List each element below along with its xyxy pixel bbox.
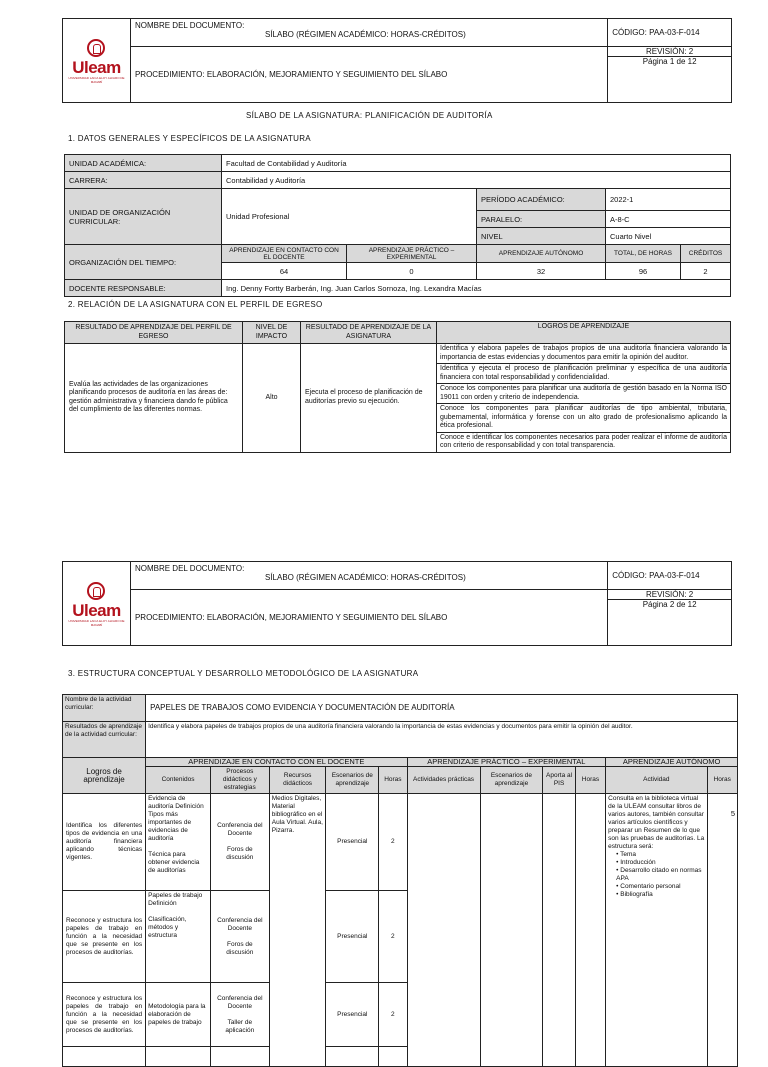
label-unidad-organizacion: UNIDAD DE ORGANIZACIÓN CURRICULAR: bbox=[65, 189, 222, 245]
page-number: Página 1 de 12 bbox=[608, 57, 732, 103]
value-periodo: 2022-1 bbox=[606, 189, 731, 211]
value-carrera: Contabilidad y Auditoría bbox=[222, 172, 731, 189]
main-title: SÍLABO DE LA ASIGNATURA: PLANIFICACIÓN DE AUDITORÍA bbox=[246, 111, 493, 120]
h-recursos: Recursos didácticos bbox=[269, 767, 326, 794]
practico-aporta bbox=[543, 794, 575, 1067]
doc-name-cell: NOMBRE DEL DOCUMENTO: SÍLABO (RÉGIMEN ACADÉMICO: HORAS-CRÉDITOS) bbox=[130, 562, 607, 590]
val-practico: 0 bbox=[347, 263, 477, 280]
resultado-perfil: Evalúa las actividades de las organizaciones planificando procesos de auditoría en las áreas de: gestión administrativa y financiera dando fe pública del cumplimiento de las diferentes normas. bbox=[65, 344, 243, 453]
col-total: TOTAL, DE HORAS bbox=[606, 245, 681, 263]
row-logro: Reconoce y estructura los papeles de trabajo en función a la necesidad que se presente en los procesos de auditorías. bbox=[63, 983, 146, 1047]
autonomo-list bbox=[608, 851, 704, 899]
row-contenido: Evidencia de auditoría Definición Tipos más importantes de evidencias de auditoría Técnica para obtener evidencia de auditorías bbox=[146, 794, 211, 891]
label-resultados-actividad: Resultados de aprendizaje de la actividad curricular: bbox=[63, 722, 146, 758]
practico-horas bbox=[575, 794, 605, 1067]
university-seal-icon bbox=[87, 39, 105, 57]
h-horas: Horas bbox=[379, 767, 407, 794]
g-autonomo: APRENDIZAJE AUTÓNOMO bbox=[606, 758, 738, 767]
nivel-impacto: Alto bbox=[243, 344, 301, 453]
doc-revision: REVISIÓN: 2 bbox=[608, 590, 732, 600]
h-procesos: Procesos didácticos y estrategias bbox=[210, 767, 269, 794]
section1-title: 1. DATOS GENERALES Y ESPECÍFICOS DE LA ASIGNATURA bbox=[68, 134, 311, 143]
document-header-1 bbox=[62, 18, 732, 103]
resultado-asignatura: Ejecuta el proceso de planificación de auditorías previo su ejecución. bbox=[301, 344, 437, 453]
university-seal-icon bbox=[87, 582, 105, 600]
value-resultados-actividad: Identifica y elabora papeles de trabajos propios de una auditoría financiera valorando la importancia de estas evidencias y documentos para emitir la opinión del auditor. bbox=[146, 722, 738, 758]
doc-name-cell: NOMBRE DEL DOCUMENTO: SÍLABO (RÉGIMEN ACADÉMICO: HORAS-CRÉDITOS) bbox=[130, 19, 607, 47]
label-paralelo: PARALELO: bbox=[477, 211, 606, 228]
logro-item: Identifica y elabora papeles de trabajos propios de una auditoría financiera valorando la importancia de estas evidencias y documentos para emitir la opinión del auditor. bbox=[437, 344, 731, 364]
row-escenario: Presencial bbox=[326, 983, 379, 1047]
h-escenarios-practico: Escenarios de aprendizaje bbox=[480, 767, 543, 794]
logro-item: Conoce los componentes para planificar auditorías de tipo ambiental, tributaria, gubernamental, informática y forense con un alto grado de profesionalismo aplicando la ética profesional. bbox=[437, 404, 731, 433]
row-horas: 2 bbox=[379, 983, 407, 1047]
label-carrera: CARRERA: bbox=[65, 172, 222, 189]
row-escenario: Presencial bbox=[326, 891, 379, 983]
table-row bbox=[63, 794, 738, 891]
label-docente: DOCENTE RESPONSABLE: bbox=[65, 280, 222, 297]
g-practico: APRENDIZAJE PRÁCTICO – EXPERIMENTAL bbox=[407, 758, 606, 767]
val-contacto: 64 bbox=[222, 263, 347, 280]
h-nivel-impacto: NIVEL DE IMPACTO bbox=[243, 322, 301, 344]
label-nombre-actividad: Nombre de la actividad curricular: bbox=[63, 695, 146, 722]
h-actividades: Actividades prácticas bbox=[407, 767, 480, 794]
val-creditos: 2 bbox=[681, 263, 731, 280]
value-unidad-organizacion: Unidad Profesional bbox=[222, 189, 477, 245]
h-horas-autonomo: Horas bbox=[707, 767, 738, 794]
practico-actividades bbox=[407, 794, 480, 1067]
row-contenido: Papeles de trabajo Definición Clasificación, métodos y estructura bbox=[146, 891, 211, 983]
h-horas-practico: Horas bbox=[575, 767, 605, 794]
university-logo: Uleam UNIVERSIDAD LAICA ELOY ALFARO DE MANABÍ bbox=[63, 19, 131, 103]
label-org-tiempo: ORGANIZACIÓN DEL TIEMPO: bbox=[65, 245, 222, 280]
list-item: • Desarrollo citado en normas APA bbox=[616, 867, 704, 883]
label-periodo: PERÍODO ACADÉMICO: bbox=[477, 189, 606, 211]
row-logro: Identifica los diferentes tipos de evidencia en una auditoría financiera aplicando técnicas vigentes. bbox=[63, 794, 146, 891]
row-contenido bbox=[146, 1047, 211, 1067]
doc-code: CÓDIGO: PAA-03-F-014 bbox=[608, 19, 732, 47]
col-autonomo: APRENDIZAJE AUTÓNOMO bbox=[477, 245, 606, 263]
general-data-table bbox=[64, 154, 731, 297]
row-contenido: Metodología para la elaboración de papeles de trabajo bbox=[146, 983, 211, 1047]
h-contenidos: Contenidos bbox=[146, 767, 211, 794]
section2-title: 2. RELACIÓN DE LA ASIGNATURA CON EL PERFIL DE EGRESO bbox=[68, 300, 323, 309]
doc-code: CÓDIGO: PAA-03-F-014 bbox=[608, 562, 732, 590]
row-horas: 2 bbox=[379, 891, 407, 983]
row-horas: 2 bbox=[379, 794, 407, 891]
logro-item: Conoce e identificar los componentes necesarios para poder realizar el informe de auditoría con criterio de responsabilidad y con total transparencia. bbox=[437, 432, 731, 452]
label-nivel: NIVEL bbox=[477, 228, 606, 245]
practico-escenarios bbox=[480, 794, 543, 1067]
profile-relation-table bbox=[64, 321, 731, 453]
col-creditos: CRÉDITOS bbox=[681, 245, 731, 263]
value-nombre-actividad: PAPELES DE TRABAJOS COMO EVIDENCIA Y DOCUMENTACIÓN DE AUDITORÍA bbox=[146, 695, 738, 722]
value-unidad-academica: Facultad de Contabilidad y Auditoría bbox=[222, 155, 731, 172]
h-logros: LOGROS DE APRENDIZAJE bbox=[437, 322, 731, 344]
h-escenarios: Escenarios de aprendizaje bbox=[326, 767, 379, 794]
val-autonomo: 32 bbox=[477, 263, 606, 280]
document-header-2 bbox=[62, 561, 732, 646]
h-logros-aprendizaje: Logros de aprendizaje bbox=[63, 758, 146, 794]
label-unidad-academica: UNIDAD ACADÉMICA: bbox=[65, 155, 222, 172]
value-nivel: Cuarto Nivel bbox=[606, 228, 731, 245]
list-item: • Tema bbox=[616, 851, 704, 859]
col-contacto: APRENDIZAJE EN CONTACTO CON EL DOCENTE bbox=[222, 245, 347, 263]
row-proceso: Conferencia del Docente Taller de aplicación bbox=[210, 983, 269, 1047]
value-docente: Ing. Denny Fortty Barberán, Ing. Juan Carlos Sornoza, Ing. Lexandra Macías bbox=[222, 280, 731, 297]
col-practico: APRENDIZAJE PRÁCTICO – EXPERIMENTAL bbox=[347, 245, 477, 263]
h-actividad: Actividad bbox=[606, 767, 707, 794]
logro-item: Identifica y ejecuta el proceso de planificación preliminar y específica de una auditoría financiera con total responsabilidad y confidencialidad. bbox=[437, 364, 731, 384]
doc-revision: REVISIÓN: 2 bbox=[608, 47, 732, 57]
autonomo-actividad: Consulta en la biblioteca virtual de la ULEAM consultar libros de varios autores, también consultar varios artículos científicos y preparar un Resumen de lo que son las pruebas de auditorías. La estructura será: • Tema • Introducción • Desarrollo citado en normas APA • Comentario personal • Bibliografía bbox=[606, 794, 707, 1067]
row-logro: Reconoce y estructura los papeles de trabajo en función a la necesidad que se presente en los procesos de auditorías. bbox=[63, 891, 146, 983]
procedure-title: PROCEDIMIENTO: ELABORACIÓN, MEJORAMIENTO Y SEGUIMIENTO DEL SÍLABO bbox=[130, 47, 607, 103]
row-proceso bbox=[210, 1047, 269, 1067]
list-item: • Bibliografía bbox=[616, 891, 704, 899]
list-item: • Introducción bbox=[616, 859, 704, 867]
row-escenario bbox=[326, 1047, 379, 1067]
list-item: • Comentario personal bbox=[616, 883, 704, 891]
recursos-didacticos: Medios Digitales, Material bibliográfico en el Aula Virtual. Aula, Pizarra. bbox=[269, 794, 326, 1067]
h-aporta-pis: Aporta al PIS bbox=[543, 767, 575, 794]
row-logro bbox=[63, 1047, 146, 1067]
row-horas bbox=[379, 1047, 407, 1067]
university-logo: Uleam UNIVERSIDAD LAICA ELOY ALFARO DE MANABÍ bbox=[63, 562, 131, 646]
h-resultado-asignatura: RESULTADO DE APRENDIZAJE DE LA ASIGNATURA bbox=[301, 322, 437, 344]
section3-title: 3. ESTRUCTURA CONCEPTUAL Y DESARROLLO METODOLÓGICO DE LA ASIGNATURA bbox=[68, 669, 419, 678]
row-proceso: Conferencia del Docente Foros de discusión bbox=[210, 891, 269, 983]
val-total: 96 bbox=[606, 263, 681, 280]
page-number: Página 2 de 12 bbox=[608, 600, 732, 646]
autonomo-horas: 5 bbox=[707, 794, 738, 1067]
row-escenario: Presencial bbox=[326, 794, 379, 891]
row-proceso: Conferencia del Docente Foros de discusión bbox=[210, 794, 269, 891]
procedure-title: PROCEDIMIENTO: ELABORACIÓN, MEJORAMIENTO Y SEGUIMIENTO DEL SÍLABO bbox=[130, 590, 607, 646]
logro-item: Conoce los componentes para planificar una auditoría de gestión basado en la Norma ISO 19011 con orden y criterio de independencia. bbox=[437, 384, 731, 404]
h-resultado-perfil: RESULTADO DE APRENDIZAJE DEL PERFIL DE EGRESO bbox=[65, 322, 243, 344]
methodology-table bbox=[62, 694, 738, 1067]
g-contacto: APRENDIZAJE EN CONTACTO CON EL DOCENTE bbox=[146, 758, 407, 767]
value-paralelo: A-8-C bbox=[606, 211, 731, 228]
